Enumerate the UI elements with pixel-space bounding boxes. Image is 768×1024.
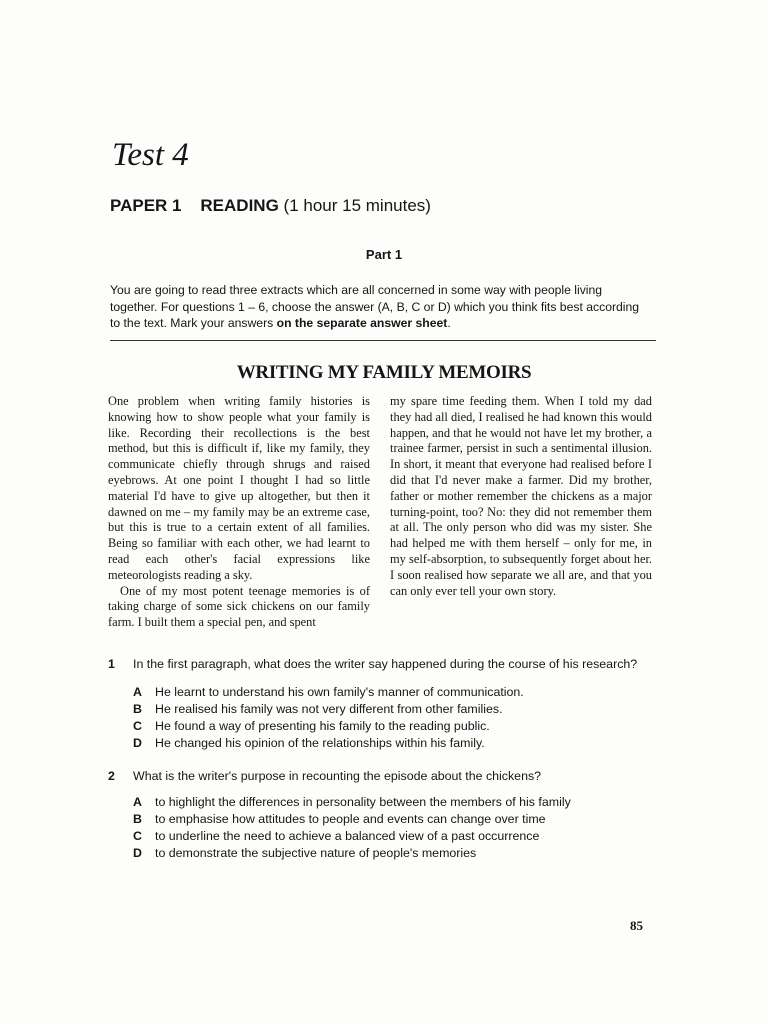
instructions-line-3	[110, 315, 655, 332]
option-text: to emphasise how attitudes to people and events can change over time	[155, 812, 546, 826]
test-title: Test 4	[112, 137, 189, 173]
paper-label: PAPER 1	[110, 196, 182, 215]
part-title: Part 1	[365, 247, 403, 262]
option-letter: B	[133, 702, 142, 716]
option-letter: B	[133, 812, 142, 826]
option-letter: C	[133, 719, 142, 733]
option-letter: D	[133, 736, 142, 750]
article-paragraph-2-part-2: my spare time feeding them. When I told my dad they had all died, I realised he had known this would happen, and that he would not have let my brother, a trainee farmer, persist in such a sentimental illusion. In short, it meant that everyone had realised before I did that I'd never make a farmer. Did my brother, father or mother remember the chickens as a major turning-point, too? No: they did not remember them at all. The only person who did was my sister. She had helped me with them herself – only for me, in my self-absorption, to subsequently forget about her. I soon realised how separate we all are, and that you can only ever tell your own story.	[390, 394, 652, 598]
page-number: 85	[630, 918, 643, 933]
article-title: WRITING MY FAMILY MEMOIRS	[236, 362, 532, 383]
option-letter: A	[133, 685, 142, 699]
divider	[110, 340, 656, 341]
question-number: 2	[108, 769, 115, 783]
option-letter: D	[133, 846, 142, 860]
option-text: to underline the need to achieve a balanced view of a past occurrence	[155, 829, 540, 843]
option-a	[133, 794, 571, 811]
option-b	[133, 811, 571, 828]
option-text: to highlight the differences in personality between the members of his family	[155, 795, 571, 809]
option-text: He realised his family was not very different from other families.	[155, 702, 503, 716]
article-column-left	[108, 394, 370, 631]
article-column-right	[390, 394, 652, 599]
question-text: What is the writer's purpose in recounting the episode about the chickens?	[133, 769, 542, 783]
option-text: He learnt to understand his own family's manner of communication.	[155, 685, 524, 699]
paper-heading	[110, 194, 431, 218]
option-letter: A	[133, 795, 142, 809]
instructions	[110, 282, 655, 332]
option-text: He changed his opinion of the relationships within his family.	[155, 736, 485, 750]
article-paragraph-2-part-1: One of my most potent teenage memories is of taking charge of some sick chickens on our family farm. I built them a special pen, and spent	[108, 583, 370, 630]
option-c	[133, 718, 524, 735]
instructions-line-3-prefix: to the text. Mark your answers	[110, 316, 277, 330]
question-options	[133, 684, 524, 752]
option-letter: C	[133, 829, 142, 843]
instructions-line-2: together. For questions 1 – 6, choose the answer (A, B, C or D) which you think fits best according	[110, 299, 640, 314]
option-text: He found a way of presenting his family to the reading public.	[155, 719, 490, 733]
question-text: In the first paragraph, what does the writer say happened during the course of his research?	[133, 657, 638, 671]
option-c	[133, 828, 571, 845]
instructions-line-1: You are going to read three extracts which are all concerned in some way with people living	[110, 283, 603, 297]
option-b	[133, 701, 524, 718]
question-number: 1	[108, 657, 115, 671]
paper-name: READING	[200, 196, 279, 215]
option-a	[133, 684, 524, 701]
article-paragraph-1: One problem when writing family histories is knowing how to show people what your family is like. Recording their recollections is the best method, but this is difficult if, like my family, they communicate chiefly through shrugs and raised eyebrows. At one point I thought I had so little material I'd have to give up altogether, but then it dawned on me – my family may be an extreme case, but this is true to a certain extent of all families. Being so familiar with each other, we had learnt to read each other's facial expressions like meteorologists reading a sky.	[108, 394, 370, 582]
option-d	[133, 845, 571, 862]
paper-duration: (1 hour 15 minutes)	[283, 196, 431, 215]
instructions-line-3-suffix: .	[447, 316, 451, 330]
question-options	[133, 794, 571, 862]
instructions-line-3-bold: on the separate answer sheet	[276, 316, 448, 330]
option-text: to demonstrate the subjective nature of people's memories	[155, 846, 477, 860]
option-d	[133, 735, 524, 752]
